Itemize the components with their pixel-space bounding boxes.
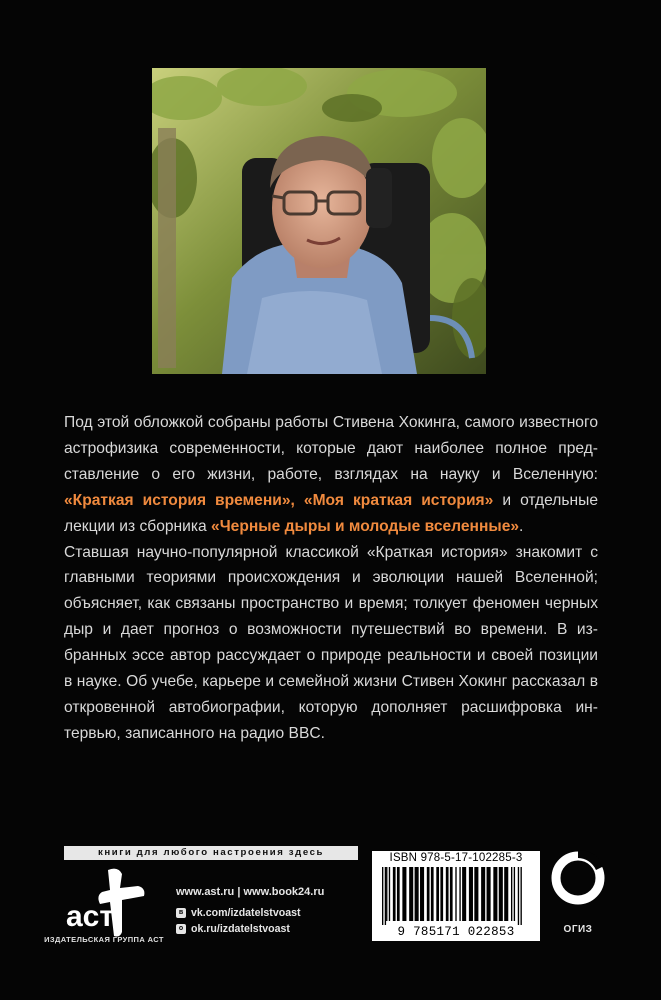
tagline-banner: книги для любого настроения здесь [64, 846, 358, 860]
book-title-brief-history: «Краткая история времени» [64, 491, 291, 509]
barcode-bar [436, 867, 439, 921]
barcode-bar [397, 867, 400, 921]
barcode-bar [431, 867, 434, 921]
barcode-bar [393, 867, 396, 921]
barcode-bar [474, 867, 478, 921]
vk-link-text: vk.com/izdatelstvoast [191, 907, 301, 919]
paragraph-text: и отдельные лекции из сборника [64, 491, 598, 535]
paragraph-text: Под этой обложкой собраны работы Стивена Хокинга, самого известного астрофизика современности, которые дают наиболее полное представление о его жизни, работе, взглядах на науку и Вселенную: [64, 414, 598, 483]
barcode-bar [462, 867, 466, 921]
barcode-bar [481, 867, 485, 921]
barcode-bar [455, 867, 456, 921]
isbn-number: ISBN 978-5-17-102285-3 [389, 852, 523, 864]
author-portrait-photo [152, 68, 486, 374]
barcode-bar [514, 867, 515, 921]
barcode-bar [440, 867, 443, 921]
barcode-bar [385, 867, 386, 925]
description-paragraph-2: Ставшая научно-популярной классикой «Краткая история» знакомит с главными теориями происхождения и эволюции нашей Вселенной; объясняет, как связаны пространство и время; толкует феномен черных дыр и дает прогноз о возможности путешествий во времени. В избранных эссе автор рассуждает о природе реальности и своей позиции в науке. Об учебе, карьере и семейной жизни Стивен Хокинг рассказал в откровенной автобиографии, которую дополняет расшифровка интервью, записанного на радио BBC. [64, 543, 598, 742]
barcode-bar [420, 867, 424, 921]
publisher-caption: ИЗДАТЕЛЬСКАЯ ГРУППА АСТ [44, 935, 164, 944]
barcode-bar [518, 867, 519, 925]
isbn-barcode [372, 851, 540, 941]
barcode-bar [409, 867, 413, 921]
barcode-bar [382, 867, 383, 925]
ogiz-logo [550, 848, 606, 908]
title-separator: , [290, 491, 304, 509]
barcode-digits: 9 785171 022853 [397, 925, 515, 939]
barcode-bar [487, 867, 491, 921]
publisher-links [176, 886, 324, 939]
vk-icon: в [176, 908, 186, 918]
description-text [64, 410, 598, 747]
barcode-bar [386, 867, 387, 921]
barcode-bar [402, 867, 406, 921]
barcode-bar [389, 867, 390, 921]
ast-logo [62, 866, 150, 940]
logo-wordmark: аст [66, 900, 115, 933]
paragraph-end: . [519, 517, 524, 535]
barcode-bar [511, 867, 512, 921]
book-title-black-holes: «Черные дыры и молодые вселенные» [211, 517, 520, 535]
vk-link[interactable] [176, 907, 324, 919]
barcode-bar [450, 867, 453, 921]
ok-icon: о [176, 924, 186, 934]
barcode-bar [521, 867, 522, 925]
barcode-bar [415, 867, 419, 921]
barcode-bars [382, 867, 530, 925]
book-title-my-brief-history: «Моя краткая история» [303, 491, 494, 509]
barcode-bar [427, 867, 430, 921]
portrait-illustration [152, 68, 486, 374]
ok-link-text: ok.ru/izdatelstvoast [191, 923, 290, 935]
ok-link[interactable] [176, 923, 324, 935]
barcode-bar [504, 867, 508, 921]
description-paragraph-1 [64, 410, 598, 540]
ogiz-caption: ОГИЗ [563, 924, 593, 935]
barcode-bar [499, 867, 503, 921]
barcode-bar [446, 867, 449, 921]
barcode-bar [459, 867, 460, 921]
barcode-bar [469, 867, 473, 921]
barcode-bar [493, 867, 497, 921]
publisher-websites[interactable]: www.ast.ru | www.book24.ru [176, 886, 325, 898]
